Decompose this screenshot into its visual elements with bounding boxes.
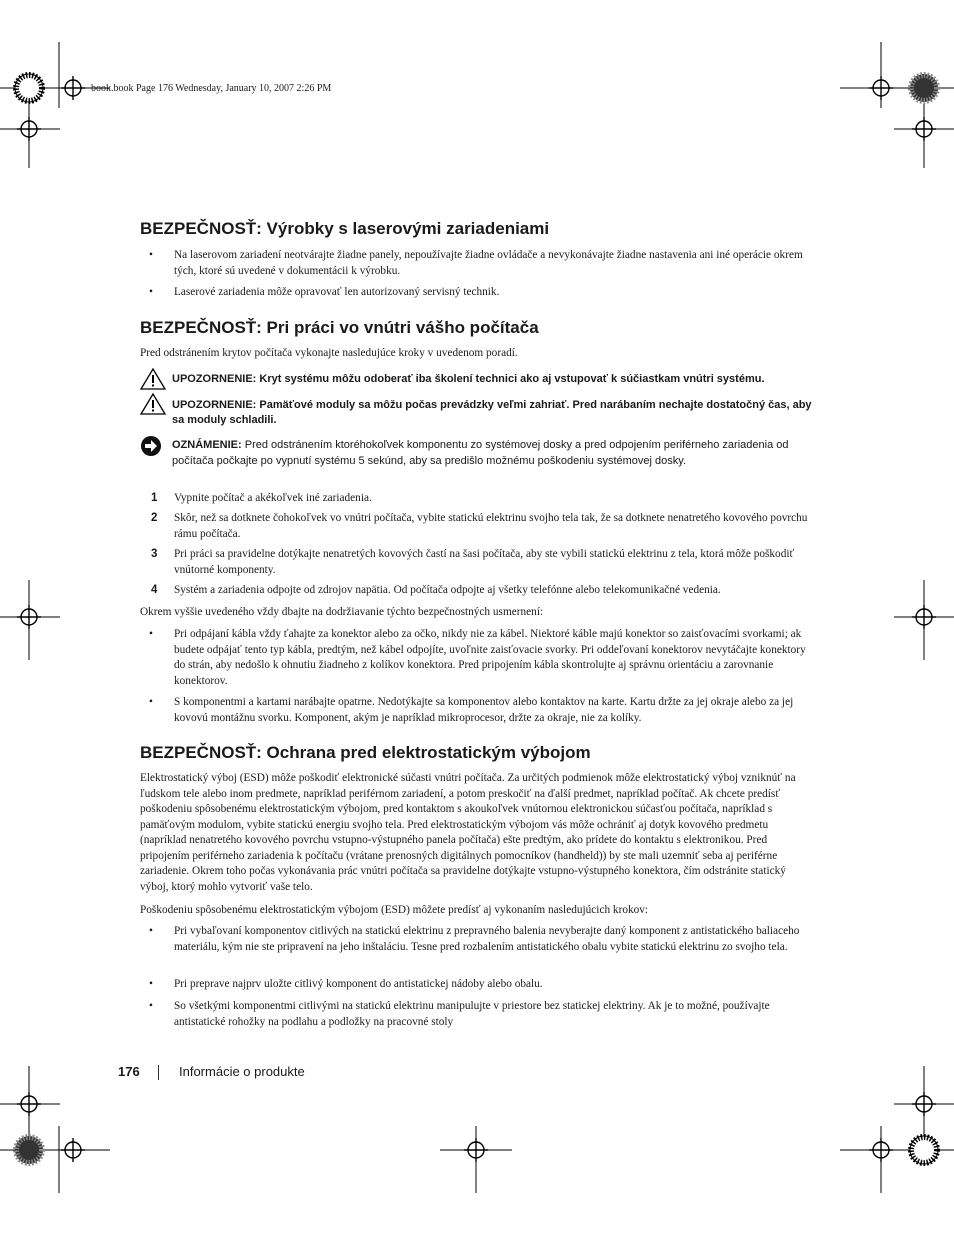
footer-title: Informácie o produkte [179, 1064, 305, 1079]
bullet-icon: • [149, 978, 153, 990]
guidelines-intro: Okrem vyššie uvedeného vždy dbajte na dodržiavanie týchto bezpečnostných usmernení: [140, 606, 544, 618]
caution-label: UPOZORNENIE: [172, 373, 257, 385]
page-number: 176 [118, 1064, 140, 1079]
caution-text: Kryt systému môžu odoberať iba školení technici ako aj vstupovať k súčiastkam vnútri systému. [259, 373, 765, 385]
notice-text: Pred odstránením ktoréhokoľvek komponentu zo systémovej dosky a pred odpojením periférneho zariadenia od počítača počkajte po vypnutí systému 5 sekúnd, aby sa predišlo možnému poškodeniu systémovej dosky. [172, 439, 789, 467]
section-title-laser: BEZPEČNOSŤ: Výrobky s laserovými zariadeniami [140, 219, 550, 238]
print-header: book.book Page 176 Wednesday, January 10, 2007 2:26 PM [91, 83, 332, 94]
esd-paragraph: Elektrostatický výboj (ESD) môže poškodiť elektronické súčasti vnútri počítača. Za určitých podmienok môže elektrostatický výboj vzniknúť na ľudskom tele alebo inom predmete, napríklad periférnom zariadení, a potom preskočiť na ďalší predmet, napríklad počítač. Ak chcete predísť poškodeniu spôsobenému elektrostatickým výbojom, pred kontaktom s akoukoľvek vnútornou elektronickou súčasťou počítača, napríklad s pamäťovým modulom, vybite statickú energiu svojho tela. Pred elektrostatickým výbojom vás môže ochrániť aj dotyk kovového predmetu (napríklad nenatretého kovového povrchu vstupno-výstupného panela počítača) ešte predtým, ako prídete do kontaktu s elektronikou. Pred pripojením periférneho zariadenia k počítaču (vrátane prenosných digitálnych pomocníkov (handheld)) by ste mali uzemniť seba aj periférne zariadenie. Okrem toho počas vykonávania prác vnútri počítača sa pravidelne dotýkajte vstupno-výstupného konektora, čím odstránite statický výboj, ktorý mohlo vytvoriť vaše telo. [140, 772, 796, 893]
warning-triangle-icon [140, 368, 166, 396]
caution-text: Pamäťové moduly sa môžu počas prevádzky veľmi zahriať. Pred narábaním nechajte dostatočný čas, aby sa moduly schladili. [172, 399, 812, 426]
section-title-inside: BEZPEČNOSŤ: Pri práci vo vnútri vášho počítača [140, 318, 539, 337]
notice-arrow-icon [140, 435, 162, 463]
footer-divider [158, 1065, 159, 1080]
bullet-icon: • [149, 286, 153, 298]
section-title-esd: BEZPEČNOSŤ: Ochrana pred elektrostatickým výbojom [140, 743, 591, 762]
intro-text: Pred odstránením krytov počítača vykonajte nasledujúce kroky v uvedenom poradí. [140, 347, 518, 359]
bullet-icon: • [149, 925, 153, 937]
notice-label: OZNÁMENIE: [172, 439, 242, 451]
warning-triangle-icon [140, 393, 166, 420]
bullet-icon: • [149, 696, 153, 708]
esd-steps-intro: Poškodeniu spôsobenému elektrostatickým výbojom (ESD) môžete predísť aj vykonaním nasledujúcich krokov: [140, 904, 649, 916]
caution-label: UPOZORNENIE: [172, 399, 257, 411]
bullet-icon: • [149, 1000, 153, 1012]
bullet-icon: • [149, 249, 153, 261]
bullet-icon: • [149, 628, 153, 640]
